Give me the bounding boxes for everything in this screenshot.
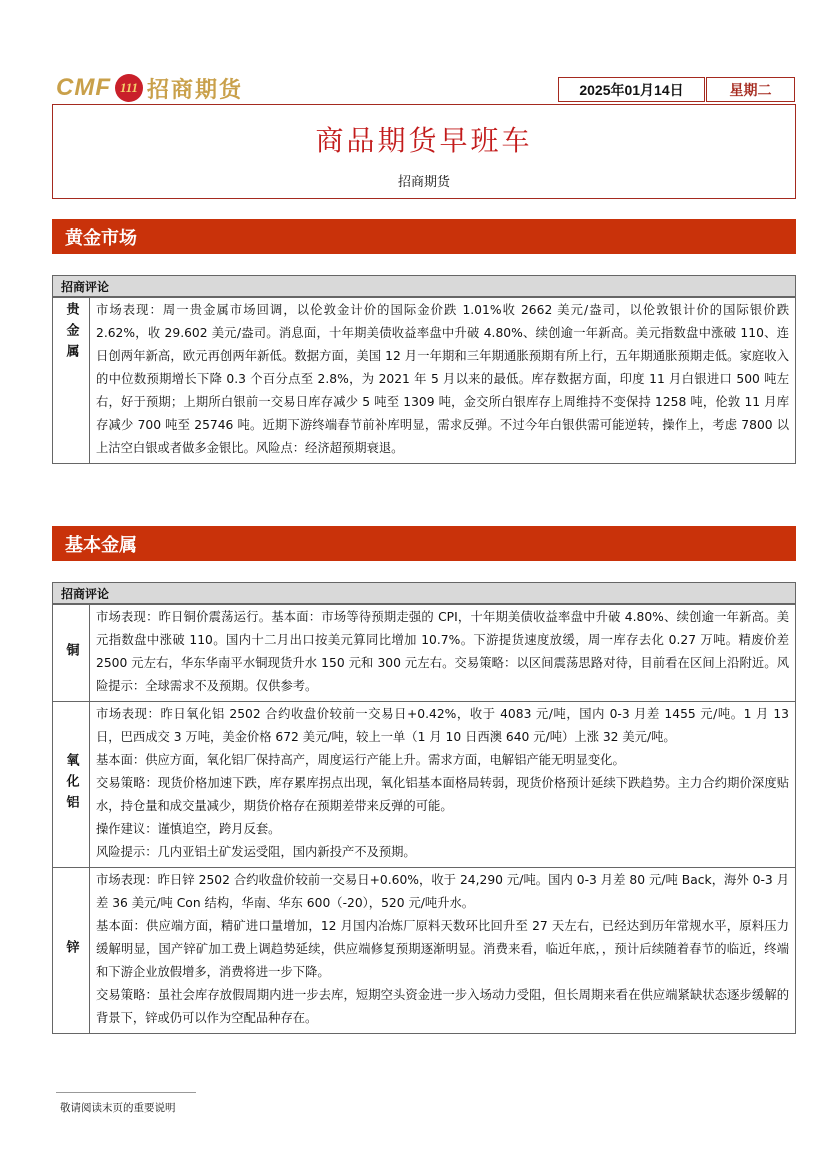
logo-latin: CMF [56, 74, 111, 101]
logo-chinese: 招商期货 [146, 77, 243, 103]
title-box [52, 104, 796, 199]
category-label: 铜 [63, 642, 79, 664]
category-cell [53, 298, 90, 463]
section-heading-base-metals: 基本金属 [52, 526, 796, 561]
content-cell [90, 298, 795, 463]
paragraph: 市场表现：昨日锌 2502 合约收盘价较前一交易日+0.60%，收于 24,290 元/吨。国内 0-3 月差 80 元/吨 Back，海外 0-3 月差 36 美元/吨 Con 结构，华南、华东 600（-20），520 元/吨升水。 [96, 873, 789, 910]
table-row [53, 867, 795, 1033]
category-label: 贵金属 [63, 302, 79, 365]
footer-divider [56, 1092, 196, 1093]
report-weekday: 星期二 [706, 77, 795, 102]
table-row [53, 604, 795, 701]
paragraph: 市场表现：昨日氧化铝 2502 合约收盘价较前一交易日+0.42%，收于 4083 元/吨，国内 0-3 月差 1455 元/吨。1 月 13 日，巴西成交 3 万吨，美金价格 672 美元/吨，较上一单（1 月 10 日西澳 640 元/吨）上涨 32 美元/吨。 [96, 707, 789, 744]
paragraph: 交易策略：虽社会库存放假周期内进一步去库，短期空头资金进一步入场动力受阻，但长周期来看在供应端紧缺状态逐步缓解的背景下，锌或仍可以作为空配品种存在。 [96, 988, 789, 1025]
logo-emblem-icon: 111 [115, 74, 143, 102]
paragraph: 市场表现：昨日铜价震荡运行。基本面：市场等待预期走强的 CPI，十年期美债收益率盘中升破 4.80%、续创逾一年新高。美元指数盘中涨破 110。国内十二月出口按美元算同比增加 10.7%。下游提货速度放缓，周一库存去化 0.27 万吨。精废价差 2500 元左右，华东华南平水铜现货升水 150 元和 300 元左右。交易策略：以区间震荡思路对待，目前看在区间上沿附近。风险提示：全球需求不及预期。仅供参考。 [96, 610, 789, 693]
footer-note: 敬请阅读末页的重要说明 [60, 1102, 176, 1114]
page-header [56, 70, 796, 106]
category-cell [53, 868, 90, 1033]
comment-table-gold [52, 275, 796, 464]
company-logo [56, 72, 243, 104]
content-cell [90, 605, 795, 701]
paragraph: 操作建议：谨慎追空，跨月反套。 [96, 822, 281, 836]
category-label: 氧化铝 [63, 753, 79, 816]
paragraph: 风险提示：几内亚铝土矿发运受阻，国内新投产不及预期。 [96, 845, 416, 859]
table-row [53, 297, 795, 463]
comment-header: 招商评论 [53, 583, 795, 604]
report-date: 2025年01月14日 [558, 77, 705, 102]
category-cell [53, 702, 90, 867]
paragraph: 基本面：供应方面，氧化铝厂保持高产，周度运行产能上升。需求方面，电解铝产能无明显变化。 [96, 753, 625, 767]
category-cell [53, 605, 90, 701]
page-title: 商品期货早班车 [315, 124, 533, 157]
category-label: 锌 [63, 940, 79, 961]
paragraph: 交易策略：现货价格加速下跌，库存累库拐点出现，氧化铝基本面格局转弱，现货价格预计延续下跌趋势。主力合约期价深度贴水，持仓量和成交量减少，期货价格存在预期差带来反弹的可能。 [96, 776, 789, 813]
content-cell [90, 702, 795, 867]
comment-header: 招商评论 [53, 276, 795, 297]
comment-table-base-metals [52, 582, 796, 1034]
paragraph: 基本面：供应端方面，精矿进口量增加，12 月国内冶炼厂原料天数环比回升至 27 天左右，已经达到历年常规水平，原料压力缓解明显，国产锌矿加工费上调趋势延续，供应端修复预期逐渐明显。消费来看，临近年底，，预计后续随着春节的临近，终端和下游企业放假增多，消费将进一步下降。 [96, 919, 789, 979]
table-row [53, 701, 795, 867]
section-heading-gold: 黄金市场 [52, 219, 796, 254]
page-subtitle: 招商期货 [397, 175, 450, 190]
paragraph: 市场表现：周一贵金属市场回调，以伦敦金计价的国际金价跌 1.01%收 2662 美元/盎司，以伦敦银计价的国际银价跌 2.62%，收 29.602 美元/盎司。消息面，十年期美债收益率盘中升破 4.80%、续创逾一年新高。美元指数盘中涨破 110、连日创两年新高，欧元再创两年新低。数据方面，美国 12 月一年期和三年期通胀预期有所上行，五年期通胀预期走低。家庭收入的中位数预期增长下降 0.3 个百分点至 2.8%，为 2021 年 5 月以来的最低。库存数据方面，印度 11 月白银进口 500 吨左右，好于预期；上期所白银前一交易日库存减少 5 吨至 1309 吨，金交所白银库存上周维持不变保持 1258 吨，伦敦 11 月库存减少 700 吨至 25746 吨。近期下游终端春节前补库明显，需求反弹。不过今年白银供需可能逆转，操作上，考虑 7800 以上沽空白银或者做多金银比。风险点：经济超预期衰退。 [96, 303, 789, 455]
content-cell [90, 868, 795, 1033]
